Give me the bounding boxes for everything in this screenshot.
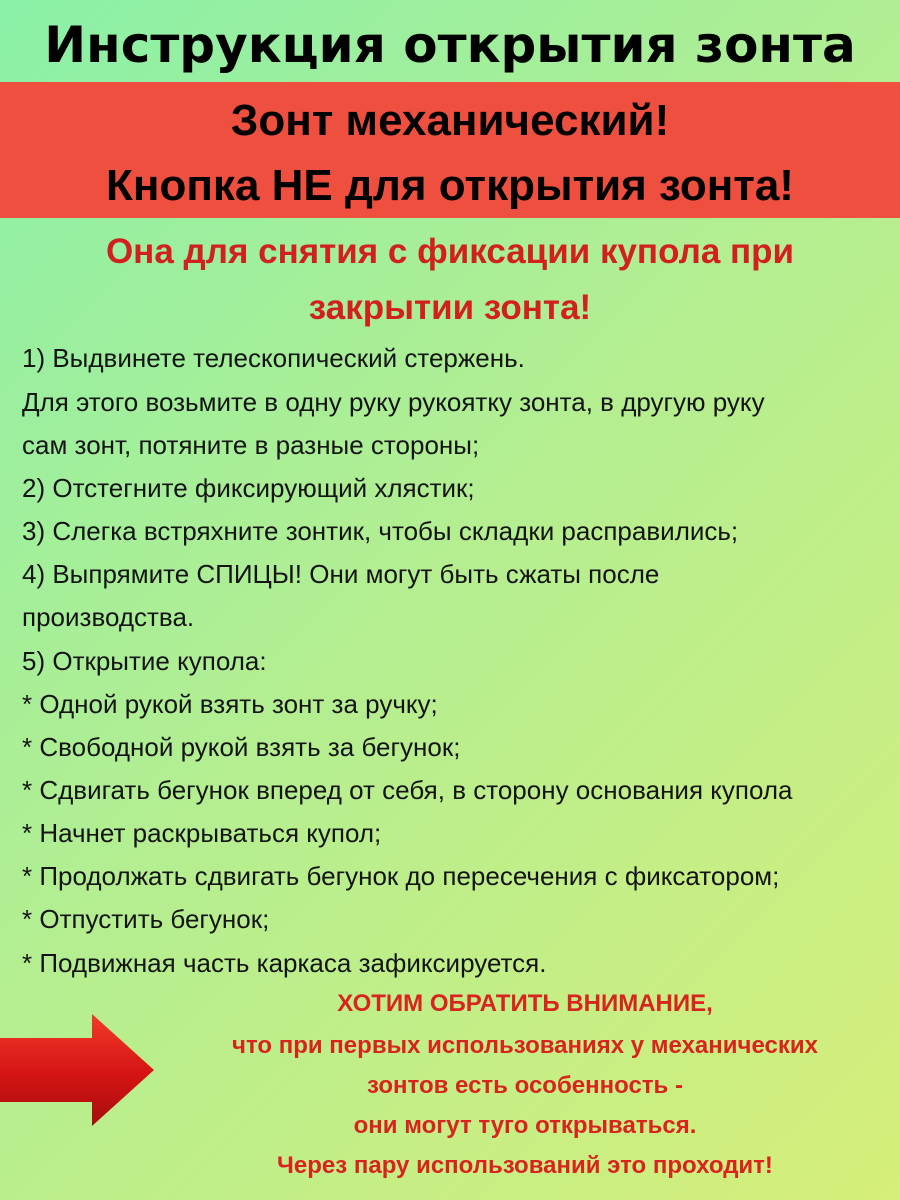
- instruction-line: * Одной рукой взять зонт за ручку;: [22, 689, 438, 719]
- notice-line: Через пару использований это проходит!: [277, 1152, 773, 1179]
- subtitle-line-2: закрытии зонта!: [308, 288, 592, 327]
- notice-line: зонтов есть особенность -: [367, 1072, 683, 1099]
- banner-line-2: Кнопка НЕ для открытия зонта!: [106, 161, 794, 210]
- subtitle-line-1: Она для снятия с фиксации купола при: [105, 232, 795, 271]
- instruction-line: * Сдвигать бегунок вперед от себя, в сторону основания купола: [22, 775, 793, 805]
- notice-line: что при первых использованиях у механических: [232, 1032, 818, 1059]
- notice-line: они могут туго открываться.: [353, 1112, 697, 1139]
- instruction-line: 5) Открытие купола:: [22, 646, 267, 676]
- instruction-line: * Отпустить бегунок;: [22, 904, 270, 934]
- instruction-line: 3) Слегка встряхните зонтик, чтобы складки расправились;: [22, 516, 739, 546]
- banner-line-1: Зонт механический!: [230, 96, 670, 145]
- instruction-line: 4) Выпрямите СПИЦЫ! Они могут быть сжаты после: [22, 559, 660, 589]
- instruction-line: 2) Отстегните фиксирующий хлястик;: [22, 473, 475, 503]
- instruction-line: * Подвижная часть каркаса зафиксируется.: [22, 948, 547, 978]
- instruction-line: * Начнет раскрываться купол;: [22, 818, 382, 848]
- warning-banner: [0, 82, 900, 218]
- instruction-line: сам зонт, потяните в разные стороны;: [22, 430, 480, 460]
- instruction-line: * Продолжать сдвигать бегунок до пересечения с фиксатором;: [22, 861, 780, 891]
- notice-heading: ХОТИМ ОБРАТИТЬ ВНИМАНИЕ,: [337, 990, 713, 1017]
- instruction-line: * Свободной рукой взять за бегунок;: [22, 732, 461, 762]
- instruction-line: 1) Выдвинете телескопический стержень.: [22, 343, 525, 373]
- page-title: Инструкция открытия зонта: [44, 16, 856, 74]
- instruction-line: Для этого возьмите в одну руку рукоятку зонта, в другую руку: [22, 387, 765, 417]
- instruction-line: производства.: [22, 602, 195, 632]
- red-arrow-icon: [0, 1014, 160, 1126]
